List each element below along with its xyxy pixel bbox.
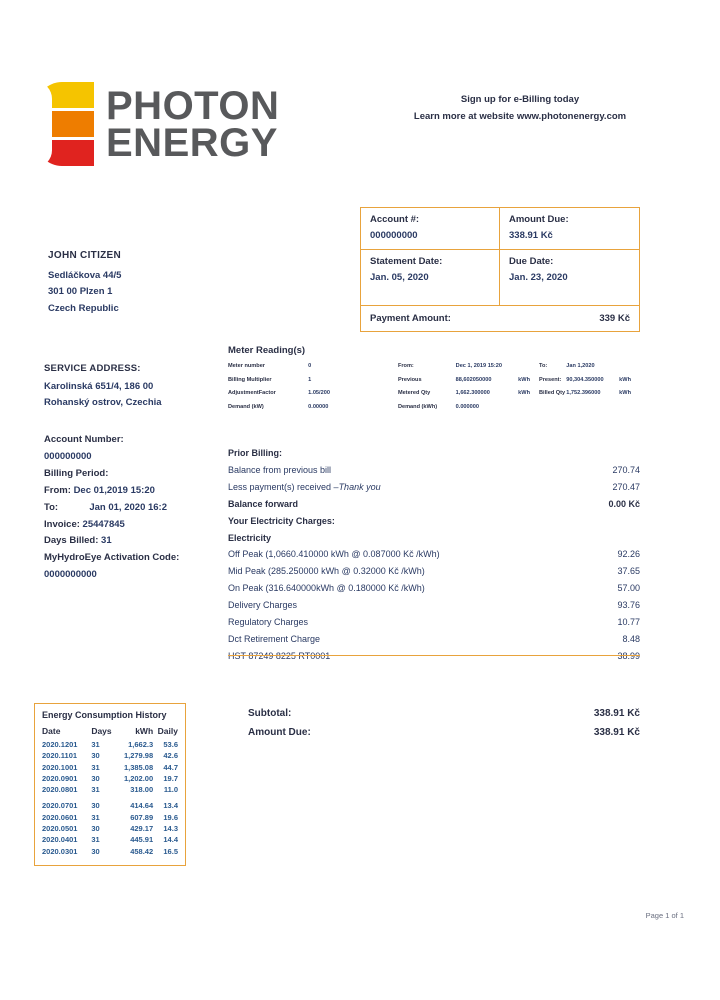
- invoice-value: 25447845: [82, 518, 125, 530]
- meter-label-left: Billing Multiplier: [228, 376, 272, 383]
- prior-billing-rows: [228, 462, 640, 513]
- summary-cell-due-date: [500, 250, 639, 305]
- account-summary-box: [360, 207, 640, 332]
- account-number-value-row: [44, 449, 259, 466]
- history-cell-date: 2020.0501: [42, 823, 78, 833]
- meter-value-right: 1,752.396000: [566, 390, 601, 396]
- logo-notch: [36, 82, 52, 167]
- meter-label-mid: Previous: [397, 376, 422, 383]
- summary-row-account: [361, 208, 639, 250]
- charges-section: [228, 445, 640, 665]
- history-col-date: Date: [42, 726, 61, 736]
- meter-unit-right: kWh: [619, 390, 631, 396]
- customer-address-line-3: Czech Republic: [48, 302, 119, 314]
- electricity-heading-row: [228, 513, 640, 530]
- account-number-value: 000000000: [370, 230, 418, 241]
- billing-to-value: Jan 01, 2020 16:2: [89, 501, 168, 513]
- charge-description: Balance forward: [228, 498, 299, 509]
- history-cell-kwh: 318.00: [130, 785, 154, 795]
- charge-amount: 37.65: [617, 566, 640, 577]
- history-header-row: [42, 725, 178, 739]
- history-cell-kwh: 1,385.08: [123, 762, 154, 772]
- meter-value-right: 90,304.350000: [566, 376, 604, 383]
- promo-line-1: Sign up for e-Billing today: [460, 94, 580, 105]
- charge-description: Regulatory Charges: [228, 617, 309, 628]
- electricity-sub-row: [228, 530, 640, 547]
- page-footer: [0, 905, 684, 923]
- table-row: [42, 773, 178, 784]
- history-cell-days: 31: [91, 740, 100, 750]
- amount-due-total-label: Amount Due:: [248, 726, 311, 738]
- history-cell-kwh: 458.42: [130, 846, 154, 856]
- payment-amount-label: Payment Amount:: [370, 313, 451, 324]
- meter-value-mid: 88,602050000: [455, 376, 492, 383]
- company-name-line1: PHOTON: [106, 83, 280, 128]
- charge-description: Mid Peak (285.250000 kWh @ 0.32000 Kč /kWh): [228, 566, 425, 577]
- billing-from-label: From:: [44, 484, 71, 496]
- amount-due-total-value: 338.91 Kč: [593, 726, 640, 738]
- history-cell-kwh: 1,279.98: [123, 751, 154, 761]
- company-logo: [36, 82, 279, 167]
- meter-value-mid: 0.000000: [455, 403, 479, 410]
- history-cell-daily: 11.0: [163, 785, 178, 795]
- charge-description: Off Peak (1,0660.410000 kWh @ 0.087000 Kč /kWh): [228, 549, 440, 560]
- meter-label-right: Billed Qty: [539, 390, 566, 396]
- history-cell-daily: 19.7: [163, 773, 178, 783]
- customer-address-line-1: Sedláčkova 44/5: [48, 270, 122, 281]
- days-billed-row: [44, 533, 259, 550]
- history-cell-days: 31: [91, 812, 100, 822]
- charge-description-italic: Thank you: [338, 481, 381, 492]
- meter-reading-row: [228, 390, 640, 396]
- energy-consumption-history: [34, 703, 186, 866]
- history-cell-days: 30: [91, 751, 100, 761]
- page-number: Page 1 of 1: [645, 911, 684, 920]
- summary-row-payment: [361, 306, 639, 331]
- meter-value-left: 1.05/200: [308, 390, 330, 396]
- meter-unit-right: kWh: [619, 376, 631, 383]
- subtotal-value: 338.91 Kč: [593, 708, 640, 719]
- table-row: [42, 795, 178, 811]
- charge-amount: 270.74: [612, 464, 640, 475]
- history-cell-daily: 14.4: [163, 835, 178, 845]
- history-cell-date: 2020.0401: [42, 835, 78, 845]
- billing-period-row: [44, 466, 259, 483]
- payment-amount-row: [361, 306, 639, 331]
- charge-amount: 57.00: [617, 583, 640, 594]
- invoice-row: [44, 517, 259, 534]
- electricity-charges-heading: Your Electricity Charges:: [228, 515, 335, 526]
- billing-to-label: To:: [44, 501, 59, 513]
- account-number-row: [44, 432, 259, 449]
- charge-amount: 8.48: [622, 633, 640, 644]
- history-cell-days: 31: [91, 762, 100, 772]
- account-number-info-label: Account Number:: [44, 434, 124, 445]
- photon-logo-mark-icon: [36, 82, 94, 167]
- charge-amount: 93.76: [617, 600, 640, 611]
- history-col-days: Days: [91, 726, 112, 736]
- meter-value-left: 0.00000: [308, 403, 329, 410]
- history-cell-kwh: 1,662.3: [128, 740, 154, 750]
- electricity-charge-row: [228, 563, 640, 580]
- activation-code-label: MyHydroEye Activation Code:: [44, 552, 180, 564]
- page-header: [0, 0, 720, 190]
- amount-due-value: 338.91 Kč: [509, 230, 553, 241]
- history-cell-daily: 44.7: [163, 762, 178, 772]
- summary-cell-amount-due: [500, 208, 639, 249]
- electricity-charge-row: [228, 546, 640, 563]
- company-name-line2: ENERGY: [106, 120, 278, 165]
- electricity-charge-row: [228, 597, 640, 614]
- history-cell-daily: 13.4: [163, 801, 178, 811]
- history-cell-date: 2020.0701: [42, 801, 78, 811]
- history-cell-days: 31: [91, 835, 100, 845]
- activation-code-value-row: [44, 567, 259, 584]
- history-cell-days: 30: [91, 773, 100, 783]
- customer-address-block: [48, 250, 248, 317]
- summary-row-dates: [361, 250, 639, 306]
- meter-label-right: Present:: [539, 376, 562, 383]
- electricity-charge-row: [228, 614, 640, 631]
- meter-label-mid: Metered Qty: [397, 390, 431, 396]
- activation-code-value: 0000000000: [44, 569, 97, 581]
- charge-description: Balance from previous bill: [228, 464, 332, 475]
- meter-reading-row: [228, 377, 640, 383]
- account-number-label: Account #:: [370, 214, 420, 225]
- electricity-subheading: Electricity: [228, 532, 272, 543]
- charge-description: Less payment(s) received –Thank you: [228, 481, 381, 492]
- meter-value-left: 0: [308, 363, 312, 369]
- history-cell-days: 30: [91, 823, 100, 833]
- activation-code-row: [44, 550, 259, 567]
- table-row: [42, 739, 178, 750]
- history-table: [42, 725, 178, 857]
- charges-divider: [228, 655, 640, 656]
- history-col-kwh: kWh: [135, 726, 154, 736]
- billing-from-value: Dec 01,2019 15:20: [73, 484, 155, 496]
- company-name: [106, 83, 280, 165]
- history-cell-daily: 42.6: [163, 751, 178, 761]
- history-cell-days: 30: [91, 801, 100, 811]
- meter-readings-section: [228, 345, 640, 417]
- table-row: [42, 762, 178, 773]
- subtotal-label: Subtotal:: [248, 708, 292, 719]
- meter-value-right: Jan 1,2020: [566, 363, 595, 369]
- history-cell-daily: 19.6: [163, 812, 178, 822]
- meter-label-right: To:: [539, 363, 548, 369]
- billing-from-row: [44, 483, 259, 500]
- customer-name: JOHN CITIZEN: [48, 250, 122, 261]
- statement-date-value: Jan. 05, 2020: [370, 272, 429, 283]
- meter-label-left: Meter number: [228, 363, 265, 369]
- history-cell-kwh: 414.64: [130, 801, 154, 811]
- prior-billing-heading: Prior Billing:: [228, 448, 282, 458]
- charge-amount: 10.77: [617, 617, 640, 628]
- meter-readings-rows: [228, 363, 640, 410]
- meter-value-mid: Dec 1, 2019 15:20: [455, 363, 502, 369]
- payment-amount-value: 339 Kč: [599, 313, 630, 324]
- history-cell-kwh: 607.89: [130, 812, 154, 822]
- electricity-charge-row: [228, 631, 640, 648]
- charge-description: On Peak (316.640000kWh @ 0.180000 Kč /kWh): [228, 583, 425, 594]
- service-address-line-1: Karolinská 651/4, 186 00: [44, 381, 154, 392]
- promo-line-2: Learn more at website www.photonenergy.com: [413, 110, 627, 122]
- statement-date-label: Statement Date:: [370, 256, 443, 267]
- meter-readings-title: Meter Reading(s): [228, 345, 306, 356]
- table-row: [42, 834, 178, 845]
- account-number-info-value: 000000000: [44, 450, 92, 462]
- history-cell-daily: 53.6: [163, 740, 178, 750]
- due-date-label: Due Date:: [509, 256, 554, 267]
- prior-billing-row: [228, 462, 640, 479]
- days-billed-value: 31: [101, 535, 112, 547]
- meter-label-left: AdjustmentFactor: [228, 390, 276, 396]
- history-cell-date: 2020.0301: [42, 846, 78, 856]
- table-row: [42, 823, 178, 834]
- history-cell-date: 2020.0801: [42, 785, 78, 795]
- charge-description: Dct Retirement Charge: [228, 633, 321, 644]
- table-row: [42, 812, 178, 823]
- history-body: [42, 739, 178, 857]
- history-cell-date: 2020.1101: [42, 751, 78, 761]
- account-info-block: [44, 432, 259, 584]
- amount-due-label: Amount Due:: [509, 214, 569, 225]
- summary-cell-statement-date: [361, 250, 500, 305]
- meter-label-mid: From:: [397, 363, 414, 369]
- amount-due-total-row: [248, 724, 640, 743]
- table-row: [42, 750, 178, 761]
- meter-unit-mid: kWh: [518, 390, 530, 396]
- prior-billing-row: [228, 496, 640, 513]
- summary-cell-account: [361, 208, 500, 249]
- history-cell-date: 2020.1201: [42, 740, 78, 750]
- electricity-charge-rows: [228, 546, 640, 664]
- days-billed-label: Days Billed:: [44, 535, 99, 547]
- service-address-heading: SERVICE ADDRESS:: [44, 363, 141, 374]
- totals-section: [248, 705, 640, 742]
- history-col-daily: Daily: [157, 726, 178, 736]
- electricity-charge-row: [228, 580, 640, 597]
- billing-to-row: [44, 500, 259, 517]
- meter-reading-row: [228, 363, 640, 369]
- history-cell-days: 30: [91, 846, 100, 856]
- meter-value-mid: 1,662.300000: [455, 390, 490, 396]
- charge-amount: 0.00 Kč: [608, 498, 640, 509]
- meter-label-left: Demand (kW): [228, 403, 264, 410]
- meter-reading-row: [228, 404, 640, 410]
- invoice-label: Invoice:: [44, 518, 80, 530]
- prior-billing-row: [228, 479, 640, 496]
- ebilling-promo: [360, 92, 680, 125]
- history-cell-daily: 16.5: [163, 846, 178, 856]
- billing-period-label: Billing Period:: [44, 467, 109, 479]
- history-cell-kwh: 445.91: [130, 835, 154, 845]
- charge-amount: 92.26: [617, 549, 640, 560]
- service-address-line-2: Rohanský ostrov, Czechia: [44, 397, 162, 409]
- history-cell-date: 2020.0901: [42, 773, 78, 783]
- meter-label-mid: Demand (kWh): [397, 403, 438, 410]
- customer-address-line-2: 301 00 Plzen 1: [48, 286, 113, 298]
- due-date-value: Jan. 23, 2020: [509, 272, 568, 283]
- table-row: [42, 845, 178, 856]
- service-address-block: [44, 363, 254, 411]
- charge-amount: 270.47: [612, 481, 640, 492]
- history-cell-date: 2020.1001: [42, 762, 78, 772]
- subtotal-row: [248, 705, 640, 724]
- history-cell-date: 2020.0601: [42, 812, 78, 822]
- history-cell-daily: 14.3: [163, 823, 178, 833]
- meter-unit-mid: kWh: [518, 376, 530, 383]
- meter-value-left: 1: [308, 376, 312, 383]
- history-cell-kwh: 429.17: [130, 823, 154, 833]
- history-cell-kwh: 1,202.00: [123, 773, 154, 783]
- table-row: [42, 784, 178, 795]
- charge-description: Delivery Charges: [228, 600, 298, 611]
- history-title: Energy Consumption History: [42, 710, 167, 720]
- prior-billing-heading-row: [228, 445, 640, 462]
- history-cell-days: 31: [91, 785, 100, 795]
